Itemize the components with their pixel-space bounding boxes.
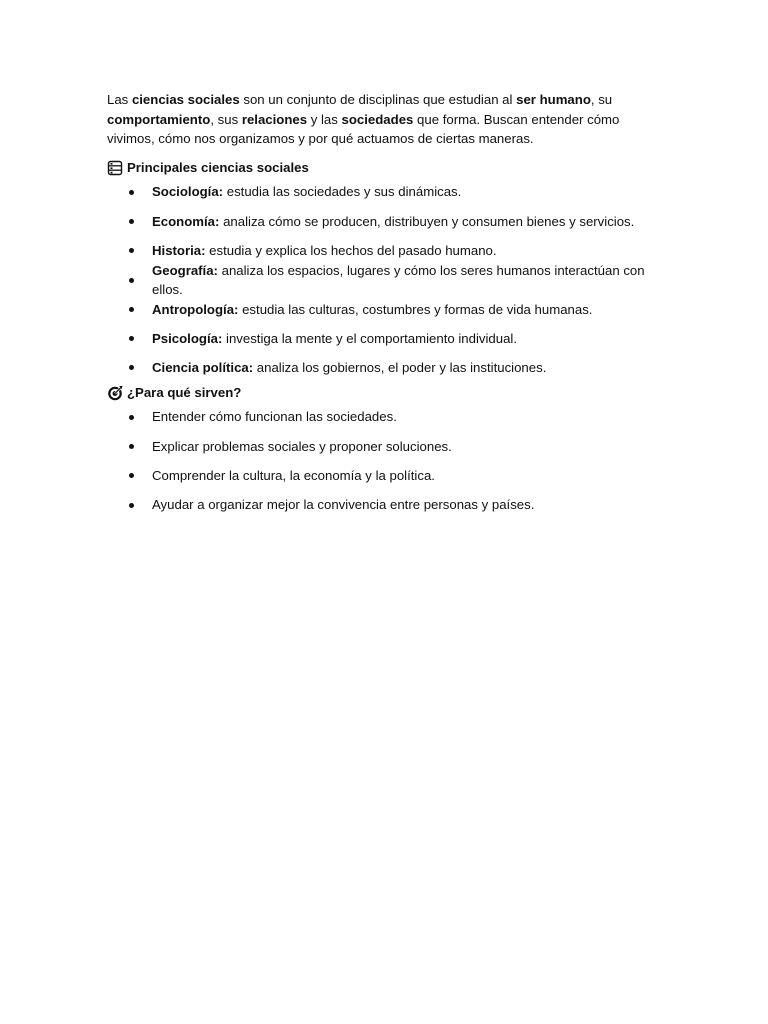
- list-item: [107, 178, 667, 207]
- intro-bold-term: comportamiento: [107, 111, 211, 127]
- intro-bold-term: sociedades: [341, 111, 414, 127]
- section-title: ¿Para qué sirven?: [127, 384, 242, 400]
- bullet-icon: [129, 248, 134, 253]
- intro-text: son un conjunto de disciplinas que estudian al: [239, 92, 517, 107]
- list-item: [107, 403, 667, 432]
- intro-text: que forma. Buscan entender cómo vivimos, cómo nos organizamos y por qué actuamos de ciertas maneras.: [107, 111, 620, 146]
- item-description: analiza los gobiernos, el poder y las instituciones.: [253, 360, 547, 376]
- item-description: investiga la mente y el comportamiento individual.: [222, 330, 518, 346]
- intro-paragraph: [107, 90, 667, 149]
- item-term: Geografía:: [152, 262, 218, 278]
- disciplines-list: [107, 178, 667, 383]
- bullet-icon: [129, 219, 134, 224]
- books-icon: [107, 160, 123, 176]
- list-item: [107, 353, 667, 382]
- list-item: [107, 207, 667, 236]
- section-heading-principales: [107, 158, 667, 178]
- bullet-icon: [129, 190, 134, 195]
- bullet-icon: [129, 307, 134, 312]
- item-description: analiza cómo se producen, distribuyen y consumen bienes y servicios.: [219, 213, 635, 229]
- purposes-list: [107, 403, 667, 520]
- intro-text: y las: [307, 111, 342, 127]
- item-term: Historia:: [152, 242, 206, 258]
- item-term: Antropología:: [152, 301, 239, 317]
- intro-bold-term: ciencias sociales: [131, 92, 240, 107]
- item-description: analiza los espacios, lugares y cómo los seres humanos interactúan con ellos.: [152, 262, 645, 298]
- item-text: Comprender la cultura, la economía y la política.: [152, 468, 435, 484]
- list-item: [107, 461, 667, 490]
- bullet-icon: [129, 365, 134, 370]
- bullet-icon: [129, 503, 134, 508]
- item-term: Ciencia política:: [152, 360, 254, 376]
- intro-bold-term: relaciones: [241, 111, 308, 127]
- document-body: [107, 90, 667, 520]
- target-icon: [107, 385, 123, 401]
- bullet-icon: [129, 473, 134, 478]
- intro-text: , sus: [210, 111, 242, 127]
- item-description: estudia y explica los hechos del pasado humano.: [205, 242, 497, 258]
- section-title: Principales ciencias sociales: [127, 159, 309, 175]
- bullet-icon: [129, 415, 134, 420]
- item-text: Ayudar a organizar mejor la convivencia entre personas y países.: [152, 497, 535, 513]
- item-text: Entender cómo funcionan las sociedades.: [152, 409, 397, 425]
- intro-text: , su: [590, 92, 613, 107]
- section-heading-para-que: [107, 383, 667, 403]
- list-item: [107, 324, 667, 353]
- bullet-icon: [129, 336, 134, 341]
- list-item: [107, 295, 667, 324]
- intro-bold-term: ser humano: [516, 92, 591, 107]
- item-text: Explicar problemas sociales y proponer soluciones.: [152, 438, 452, 454]
- intro-text: Las: [107, 92, 132, 107]
- list-item: [107, 262, 667, 298]
- bullet-icon: [129, 278, 134, 283]
- item-term: Economía:: [152, 213, 220, 229]
- item-description: estudia las culturas, costumbres y formas de vida humanas.: [238, 301, 593, 317]
- item-term: Sociología:: [152, 184, 224, 200]
- list-item: [107, 432, 667, 461]
- item-term: Psicología:: [152, 330, 223, 346]
- bullet-icon: [129, 444, 134, 449]
- list-item: [107, 490, 667, 519]
- item-description: estudia las sociedades y sus dinámicas.: [223, 184, 462, 200]
